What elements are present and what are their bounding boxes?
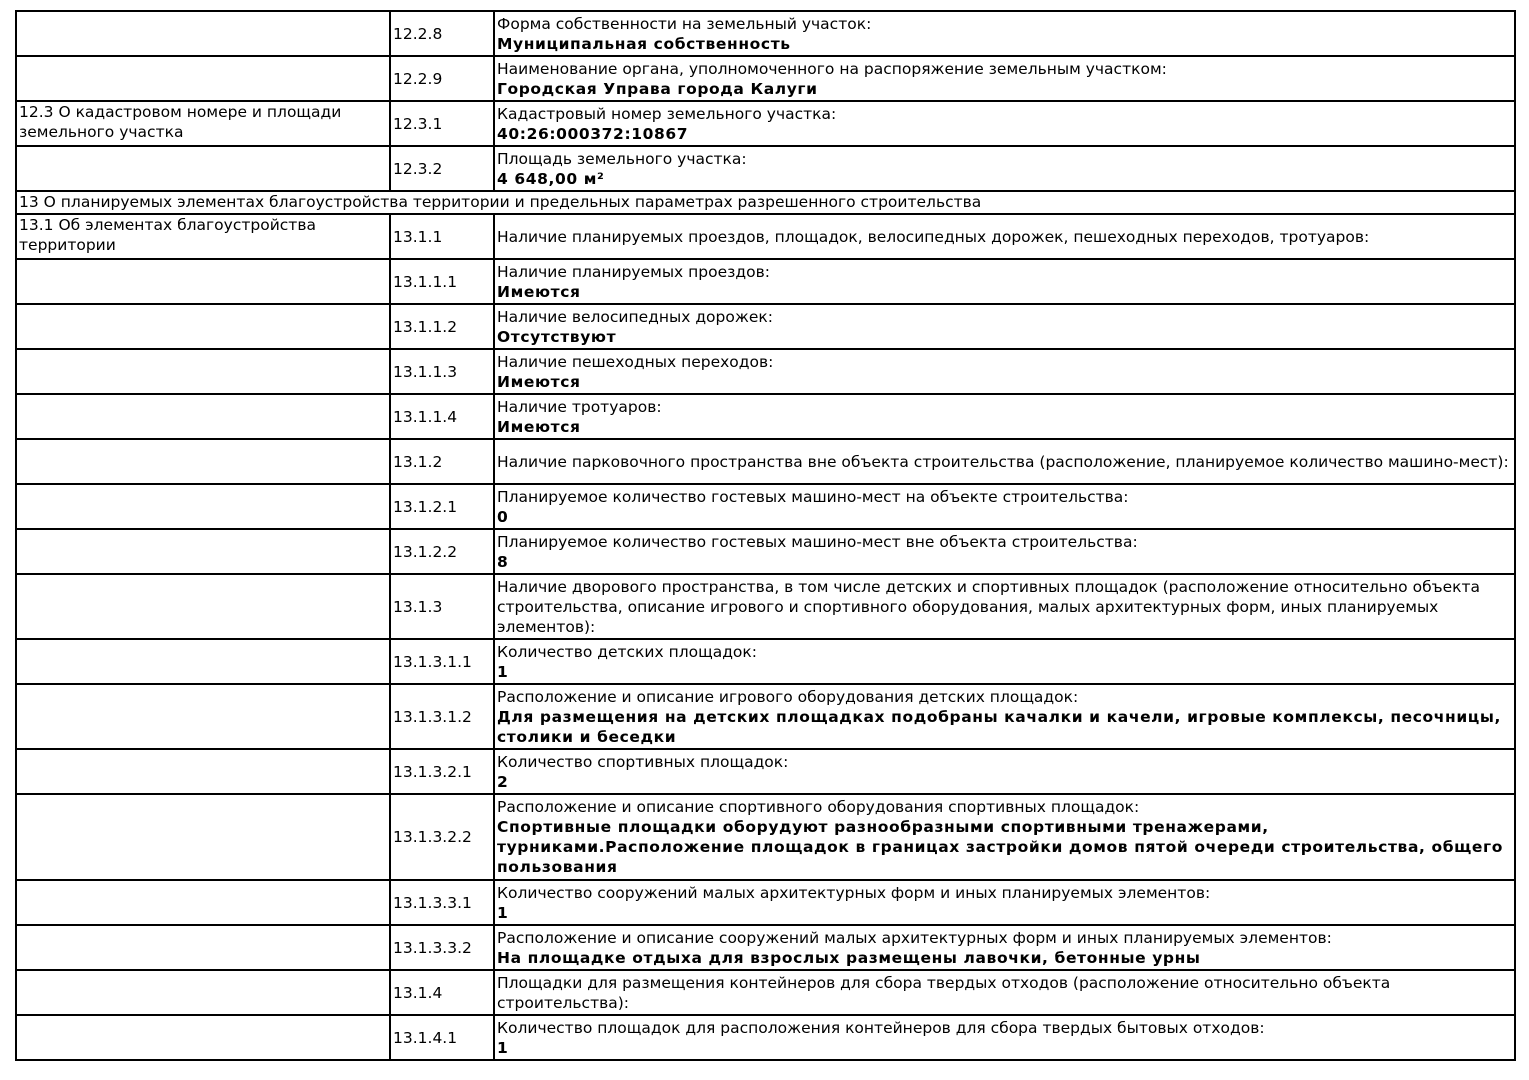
item-value: Имеются [497, 372, 581, 391]
item-label: Количество спортивных площадок: [497, 752, 789, 771]
section-title-cell [16, 259, 390, 304]
table-row [16, 304, 1515, 349]
item-content-cell [494, 794, 1515, 880]
item-number-cell: 13.1.3.1.2 [390, 684, 494, 749]
item-value: 0 [497, 507, 509, 526]
table-row [16, 925, 1515, 970]
item-label: Количество площадок для расположения контейнеров для сбора твердых бытовых отходов: [497, 1018, 1265, 1037]
item-label: Наличие тротуаров: [497, 397, 662, 416]
table-row [16, 574, 1515, 639]
item-label: Наличие дворового пространства, в том числе детских и спортивных площадок (расположение относительно объекта строительства, описание игрового и спортивного оборудования, малых архитектурных форм, иных планируемых элементов): [497, 577, 1481, 636]
item-content-cell [494, 529, 1515, 574]
item-content-cell [494, 925, 1515, 970]
item-value: Муниципальная собственность [497, 34, 791, 53]
item-label: Наличие велосипедных дорожек: [497, 307, 773, 326]
item-number-cell: 13.1.2.1 [390, 484, 494, 529]
section-title-cell [16, 574, 390, 639]
item-label: Количество сооружений малых архитектурных форм и иных планируемых элементов: [497, 883, 1211, 902]
section-title-cell: 12.3 О кадастровом номере и площади земельного участка [16, 101, 390, 146]
item-content-cell [494, 146, 1515, 191]
section-title-cell [16, 684, 390, 749]
section-title-cell [16, 394, 390, 439]
section-header-row [16, 191, 1515, 214]
table-row [16, 529, 1515, 574]
item-number-cell: 13.1.3.1.1 [390, 639, 494, 684]
item-content-cell [494, 56, 1515, 101]
section-title-cell [16, 529, 390, 574]
item-content-cell [494, 639, 1515, 684]
item-number-cell: 13.1.1.4 [390, 394, 494, 439]
table-row [16, 880, 1515, 925]
item-label: Расположение и описание игрового оборудования детских площадок: [497, 687, 1079, 706]
declaration-table [15, 10, 1516, 1061]
table-row [16, 639, 1515, 684]
section-title-cell [16, 925, 390, 970]
item-label: Наличие планируемых проездов, площадок, велосипедных дорожек, пешеходных переходов, тротуаров: [497, 227, 1370, 246]
item-number-cell: 12.2.8 [390, 11, 494, 56]
item-label: Кадастровый номер земельного участка: [497, 104, 837, 123]
item-content-cell [494, 684, 1515, 749]
item-value: 1 [497, 1038, 509, 1057]
table-row [16, 214, 1515, 259]
item-number-cell: 13.1.3 [390, 574, 494, 639]
section-title-cell [16, 749, 390, 794]
item-label: Форма собственности на земельный участок: [497, 14, 872, 33]
item-content-cell [494, 349, 1515, 394]
section-title-cell [16, 11, 390, 56]
section-title-cell [16, 349, 390, 394]
item-value: 8 [497, 552, 509, 571]
item-label: Наличие парковочного пространства вне объекта строительства (расположение, планируемое количество машино-мест): [497, 452, 1509, 471]
item-value: 4 648,00 м² [497, 169, 605, 188]
item-value: Отсутствуют [497, 327, 617, 346]
section-title-cell [16, 146, 390, 191]
item-number-cell: 13.1.4 [390, 970, 494, 1015]
section-title-cell [16, 970, 390, 1015]
item-label: Расположение и описание сооружений малых архитектурных форм и иных планируемых элементов: [497, 928, 1332, 947]
item-label: Количество детских площадок: [497, 642, 758, 661]
item-label: Планируемое количество гостевых машино-мест вне объекта строительства: [497, 532, 1138, 551]
section-title-cell [16, 880, 390, 925]
table-row [16, 349, 1515, 394]
item-number-cell: 12.3.1 [390, 101, 494, 146]
item-label: Площадки для размещения контейнеров для сбора твердых отходов (расположение относительно объекта строительства): [497, 973, 1391, 1012]
item-label: Наличие пешеходных переходов: [497, 352, 774, 371]
item-number-cell: 13.1.3.2.1 [390, 749, 494, 794]
item-value: Имеются [497, 282, 581, 301]
table-row [16, 394, 1515, 439]
item-value: Для размещения на детских площадках подобраны качалки и качели, игровые комплексы, песочницы, столики и беседки [497, 707, 1501, 746]
item-content-cell [494, 394, 1515, 439]
item-content-cell [494, 880, 1515, 925]
section-title-cell [16, 439, 390, 484]
item-label: Наличие планируемых проездов: [497, 262, 770, 281]
item-number-cell: 13.1.1.3 [390, 349, 494, 394]
item-value: На площадке отдыха для взрослых размещены лавочки, бетонные урны [497, 948, 1201, 967]
item-label: Расположение и описание спортивного оборудования спортивных площадок: [497, 798, 1140, 816]
item-number-cell: 12.2.9 [390, 56, 494, 101]
item-content-cell [494, 11, 1515, 56]
item-value: Спортивные площадки оборудуют разнообразными спортивными тренажерами, турниками.Расположение площадок в границах застройки домов пятой очереди строительства, общего пользования [497, 818, 1503, 876]
item-number-cell: 13.1.2 [390, 439, 494, 484]
item-number-cell: 13.1.3.3.2 [390, 925, 494, 970]
table-row [16, 484, 1515, 529]
section-title-cell: 13.1 Об элементах благоустройства территории [16, 214, 390, 259]
item-label: Наименование органа, уполномоченного на распоряжение земельным участком: [497, 59, 1167, 78]
table-row [16, 259, 1515, 304]
item-number-cell: 13.1.3.3.1 [390, 880, 494, 925]
item-number-cell: 13.1.3.2.2 [390, 794, 494, 880]
item-content-cell [494, 749, 1515, 794]
item-content-cell [494, 101, 1515, 146]
item-value: 40:26:000372:10867 [497, 124, 689, 143]
table-row [16, 101, 1515, 146]
item-content-cell [494, 304, 1515, 349]
item-number-cell: 13.1.2.2 [390, 529, 494, 574]
section-title-cell [16, 639, 390, 684]
table-row [16, 684, 1515, 749]
section-title-cell [16, 304, 390, 349]
item-number-cell: 13.1.1.2 [390, 304, 494, 349]
section-title-cell [16, 1015, 390, 1060]
table-row [16, 439, 1515, 484]
item-content-cell [494, 970, 1515, 1015]
table-row [16, 146, 1515, 191]
section-title-cell [16, 794, 390, 880]
table-row [16, 1015, 1515, 1060]
item-value: Имеются [497, 417, 581, 436]
table-row [16, 749, 1515, 794]
table-row [16, 794, 1515, 880]
table-row [16, 11, 1515, 56]
section-title-cell [16, 56, 390, 101]
item-content-cell [494, 214, 1515, 259]
item-value: 1 [497, 662, 509, 681]
item-number-cell: 13.1.4.1 [390, 1015, 494, 1060]
item-number-cell: 13.1.1.1 [390, 259, 494, 304]
item-label: Площадь земельного участка: [497, 149, 747, 168]
item-number-cell: 12.3.2 [390, 146, 494, 191]
table-row [16, 970, 1515, 1015]
item-value: Городская Управа города Калуги [497, 79, 818, 98]
item-content-cell [494, 484, 1515, 529]
item-number-cell: 13.1.1 [390, 214, 494, 259]
section-title-cell [16, 484, 390, 529]
section-header: 13 О планируемых элементах благоустройства территории и предельных параметрах разрешенного строительства [16, 191, 1515, 214]
item-content-cell [494, 439, 1515, 484]
item-label: Планируемое количество гостевых машино-мест на объекте строительства: [497, 487, 1129, 506]
item-content-cell [494, 1015, 1515, 1060]
item-value: 1 [497, 903, 509, 922]
item-content-cell [494, 259, 1515, 304]
item-content-cell [494, 574, 1515, 639]
item-value: 2 [497, 772, 509, 791]
table-row [16, 56, 1515, 101]
